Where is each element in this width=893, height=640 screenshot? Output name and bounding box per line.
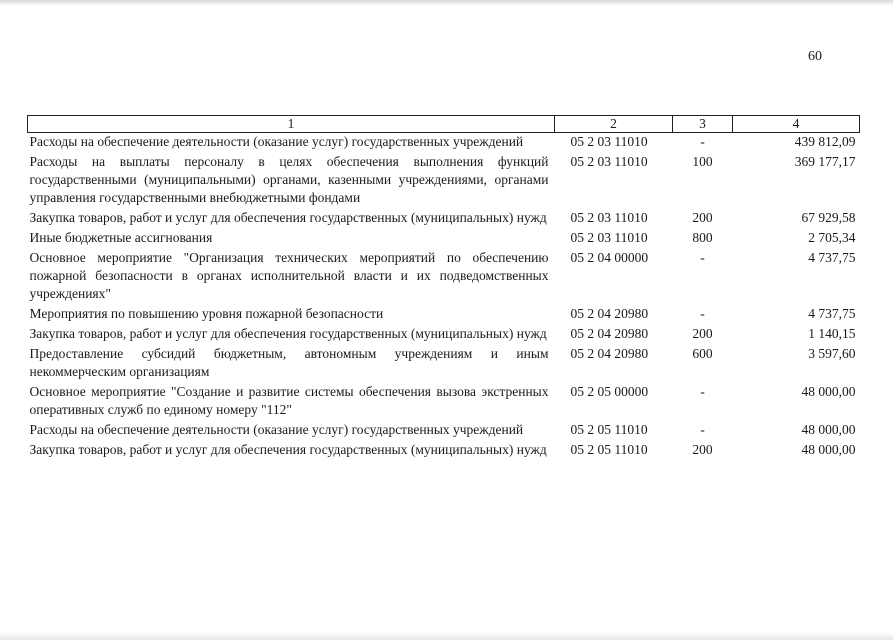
table-row [28, 345, 860, 383]
amount: 2 705,34 [808, 230, 856, 245]
table-row [28, 133, 860, 154]
amount: 3 597,60 [808, 346, 856, 361]
target-code: 05 2 04 00000 [570, 250, 649, 265]
table-row [28, 249, 860, 305]
expense-name: Расходы на обеспечение деятельности (оказание услуг) государственных учреждений [29, 422, 524, 437]
header-col-4: 4 [733, 116, 860, 133]
table-row [28, 441, 860, 461]
table-row [28, 325, 860, 345]
expense-name: Расходы на выплаты персоналу в целях обеспечения выполнения функций государственными (муниципальными) органами, казенными учреждениями, органами управления государственными внебюджетными фондами [29, 154, 549, 205]
scan-edge-bottom [0, 632, 893, 640]
page-number: 60 [808, 49, 822, 64]
target-code: 05 2 04 20980 [570, 326, 649, 341]
expense-type: 200 [692, 210, 713, 225]
amount: 4 737,75 [808, 306, 856, 321]
amount: 67 929,58 [801, 210, 856, 225]
table-row [28, 305, 860, 325]
expense-name: Мероприятия по повышению уровня пожарной безопасности [29, 306, 384, 321]
expense-name: Основное мероприятие "Организация технических мероприятий по обеспечению пожарной безопасности в органах исполнительной власти и их подведомственных учреждениях" [29, 250, 549, 301]
expense-type: - [700, 134, 705, 149]
expense-name: Предоставление субсидий бюджетным, автономным учреждениям и иным некоммерческим организациям [29, 346, 549, 379]
expense-name: Основное мероприятие "Создание и развитие системы обеспечения вызова экстренных оперативных служб по единому номеру "112" [29, 384, 549, 417]
target-code: 05 2 03 11010 [570, 154, 648, 169]
amount: 48 000,00 [801, 442, 856, 457]
expense-type: 200 [692, 442, 713, 457]
expense-type: - [700, 306, 705, 321]
header-col-3: 3 [673, 116, 733, 133]
expense-type: - [700, 422, 705, 437]
amount: 48 000,00 [801, 422, 856, 437]
expense-name: Закупка товаров, работ и услуг для обеспечения государственных (муниципальных) нужд [29, 210, 547, 225]
target-code: 05 2 04 20980 [570, 306, 649, 321]
expense-name: Закупка товаров, работ и услуг для обеспечения государственных (муниципальных) нужд [29, 326, 547, 341]
table-row [28, 153, 860, 209]
expense-type: 100 [692, 154, 713, 169]
target-code: 05 2 04 20980 [570, 346, 649, 361]
expense-name: Расходы на обеспечение деятельности (оказание услуг) государственных учреждений [29, 134, 524, 149]
header-col-1: 1 [28, 116, 555, 133]
expense-name: Иные бюджетные ассигнования [29, 230, 213, 245]
target-code: 05 2 05 00000 [570, 384, 649, 399]
target-code: 05 2 03 11010 [570, 134, 648, 149]
target-code: 05 2 03 11010 [570, 230, 648, 245]
amount: 48 000,00 [801, 384, 856, 399]
table-row [28, 421, 860, 441]
header-row [28, 116, 860, 133]
table-row [28, 209, 860, 229]
expense-name: Закупка товаров, работ и услуг для обеспечения государственных (муниципальных) нужд [29, 442, 547, 457]
amount: 1 140,15 [808, 326, 856, 341]
expense-type: 200 [692, 326, 713, 341]
header-col-2: 2 [555, 116, 673, 133]
target-code: 05 2 05 11010 [570, 442, 648, 457]
table-row [28, 383, 860, 421]
expense-type: - [700, 250, 705, 265]
expense-type: 600 [692, 346, 713, 361]
amount: 369 177,17 [794, 154, 856, 169]
expense-type: - [700, 384, 705, 399]
table-body [28, 133, 860, 462]
amount: 439 812,09 [794, 134, 856, 149]
budget-table [27, 115, 860, 461]
scan-edge-top [0, 0, 893, 6]
amount: 4 737,75 [808, 250, 856, 265]
table-row [28, 229, 860, 249]
target-code: 05 2 05 11010 [570, 422, 648, 437]
target-code: 05 2 03 11010 [570, 210, 648, 225]
expense-type: 800 [692, 230, 713, 245]
table-header [28, 116, 860, 133]
